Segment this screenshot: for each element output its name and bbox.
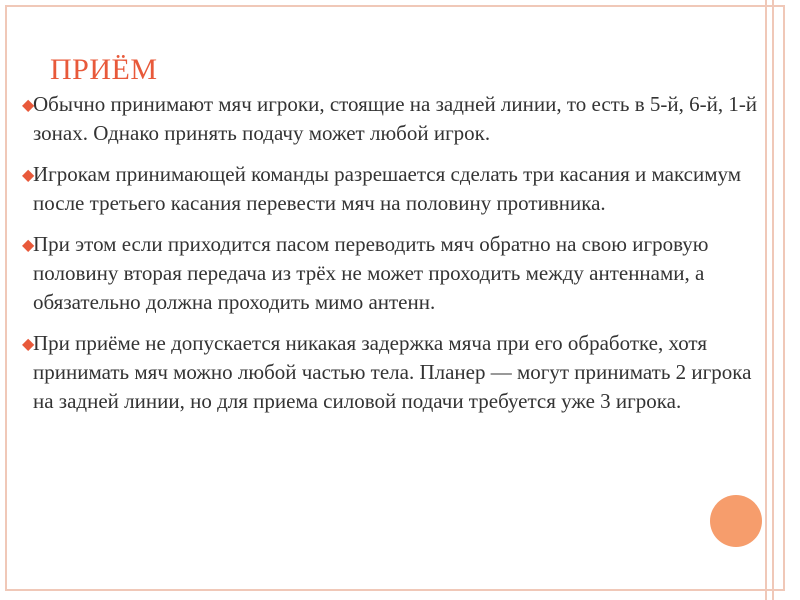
bullet-icon: ◆ (22, 97, 35, 114)
slide-title: ПРИЁМ (50, 53, 158, 86)
bullet-icon: ◆ (22, 237, 35, 254)
bullet-text: При приёме не допускается никакая задержка мяча при его обработке, хотя принимать мяч можно любой частью тела. Планер — могут принимать 2 игрока на задней линии, но для приема силовой подачи требуется уже 3 игрока. (33, 331, 752, 413)
bullet-text: При этом если приходится пасом переводить мяч обратно на свою игровую половину вторая передача из трёх не может проходить между антеннами, а обязательно должна проходить мимо антенн. (33, 232, 709, 314)
bullet-icon: ◆ (22, 336, 35, 353)
list-item (22, 90, 774, 148)
bullet-icon: ◆ (22, 167, 35, 184)
bullet-list (22, 90, 774, 428)
list-item (22, 230, 774, 317)
list-item (22, 160, 774, 218)
decorative-circle (710, 495, 762, 547)
bullet-text: Игрокам принимающей команды разрешается сделать три касания и максимум после третьего касания перевести мяч на половину противника. (33, 162, 742, 215)
bullet-text: Обычно принимают мяч игроки, стоящие на задней линии, то есть в 5-й, 6-й, 1-й зонах. Однако принять подачу может любой игрок. (33, 92, 758, 145)
list-item (22, 329, 774, 416)
